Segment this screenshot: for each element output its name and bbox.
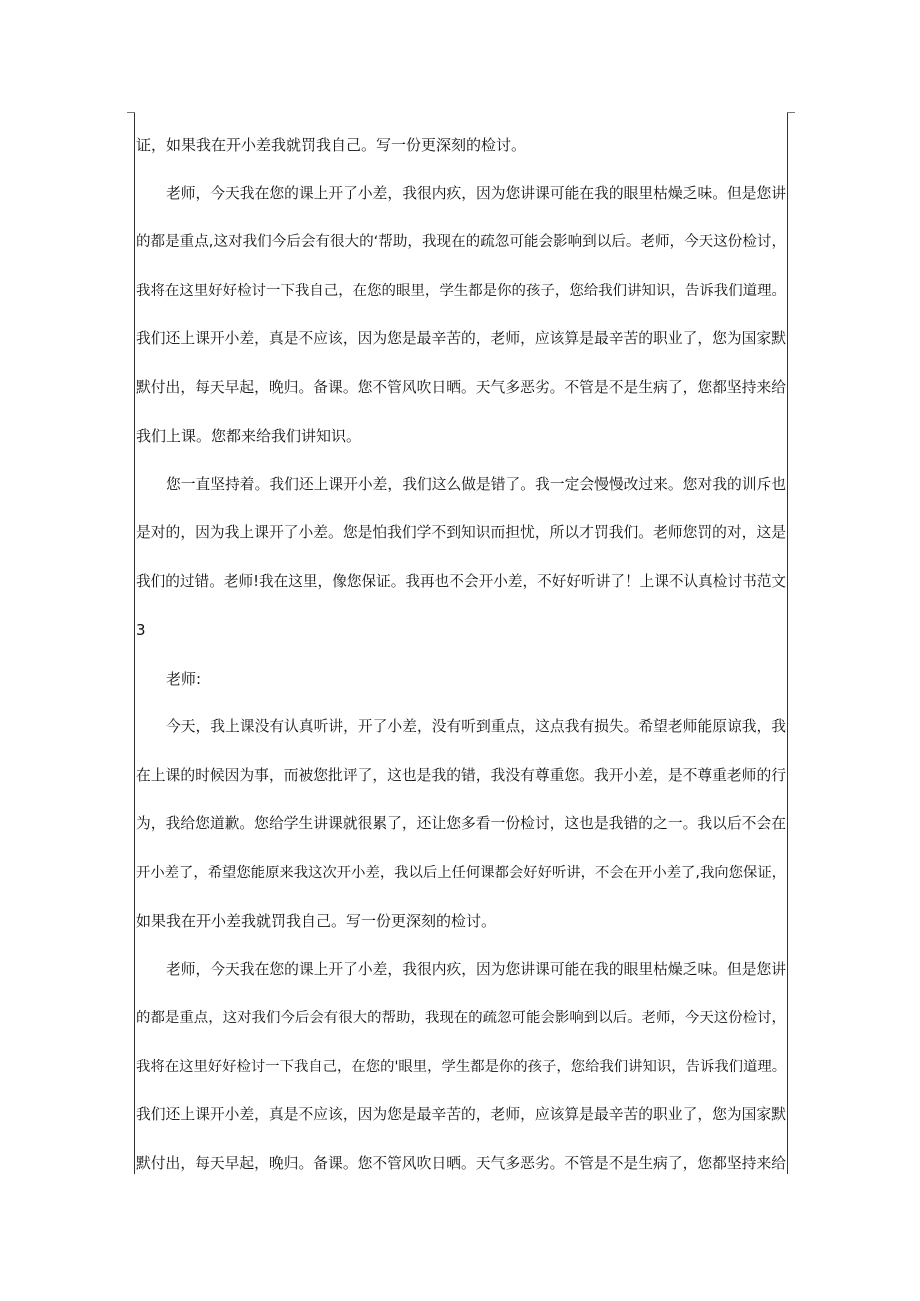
text-line: 在上课的时候因为事，而被您批评了，这也是我的错，我没有尊重您。我开小差，是不尊重老师的行 bbox=[136, 766, 786, 784]
text-line: 我们的过错。老师!我在这里，像您保证。我再也不会开小差，不好好听讲了！上课不认真检讨书范文 bbox=[136, 572, 786, 590]
text-line: 您一直坚持着。我们还上课开小差，我们这么做是错了。我一定会慢慢改过来。您对我的训斥也 bbox=[166, 475, 786, 493]
top-right-crop-mark bbox=[787, 112, 795, 113]
left-margin-line bbox=[134, 112, 135, 1174]
text-line: 我们还上课开小差，真是不应该，因为您是最辛苦的，老师，应该算是最辛苦的职业了，您为国家默 bbox=[136, 1106, 786, 1123]
top-left-crop-mark bbox=[127, 112, 135, 113]
text-line: 我们还上课开小差，真是不应该，因为您是最辛苦的，老师，应该算是最辛苦的职业了，您为国家默 bbox=[136, 330, 786, 347]
right-margin-line bbox=[787, 112, 788, 1174]
text-line: 证，如果我在开小差我就罚我自己。写一份更深刻的检讨。 bbox=[136, 136, 527, 154]
text-line: 的都是重点,这对我们今后会有很大的‘帮助，我现在的疏忽可能会影响到以后。老师，今天这份检讨， bbox=[136, 233, 786, 250]
text-line: 默付出，每天早起，晚归。备课。您不管风吹日晒。天气多恶劣。不管是不是生病了，您都坚持来给 bbox=[136, 1154, 786, 1172]
text-line: 老师: bbox=[166, 669, 202, 688]
text-line: 今天，我上课没有认真听讲，开了小差，没有听到重点，这点我有损失。希望老师能原谅我，我 bbox=[166, 718, 786, 735]
text-line: 我们上课。您都来给我们讲知识。 bbox=[136, 427, 362, 445]
text-line: 的都是重点，这对我们今后会有很大的帮助，我现在的疏忽可能会影响到以后。老师，今天这份检讨， bbox=[136, 1010, 786, 1026]
text-line: 默付出，每天早起，晚归。备课。您不管风吹日晒。天气多恶劣。不管是不是生病了，您都坚持来给 bbox=[136, 378, 786, 396]
text-line: 开小差了，希望您能原来我这次开小差，我以后上任何课都会好好听讲，不会在开小差了,我向您保证， bbox=[136, 864, 786, 881]
text-line: 老师，今天我在您的课上开了小差，我很内疚，因为您讲课可能在我的眼里枯燥乏味。但是您讲 bbox=[166, 184, 786, 202]
text-line: 我将在这里好好检讨一下我自己，在您的'眼里，学生都是你的孩子，您给我们讲知识，告诉我们道理。 bbox=[136, 1058, 787, 1075]
text-line: 我将在这里好好检讨一下我自己，在您的眼里，学生都是你的孩子，您给我们讲知识，告诉我们道理。 bbox=[136, 282, 786, 299]
text-line: 3 bbox=[136, 621, 146, 639]
text-line: 是对的，因为我上课开了小差。您是怕我们学不到知识而担忧，所以才罚我们。老师您罚的对，这是 bbox=[136, 524, 786, 541]
text-line: 老师，今天我在您的课上开了小差，我很内疚，因为您讲课可能在我的眼里枯燥乏味。但是您讲 bbox=[166, 960, 786, 978]
document-body bbox=[136, 128, 786, 1195]
text-line: 如果我在开小差我就罚我自己。写一份更深刻的检讨。 bbox=[136, 912, 497, 930]
text-line: 为，我给您道歉。您给学生讲课就很累了，还让您多看一份检讨，这也是我错的之一。我以后不会在 bbox=[136, 815, 786, 832]
